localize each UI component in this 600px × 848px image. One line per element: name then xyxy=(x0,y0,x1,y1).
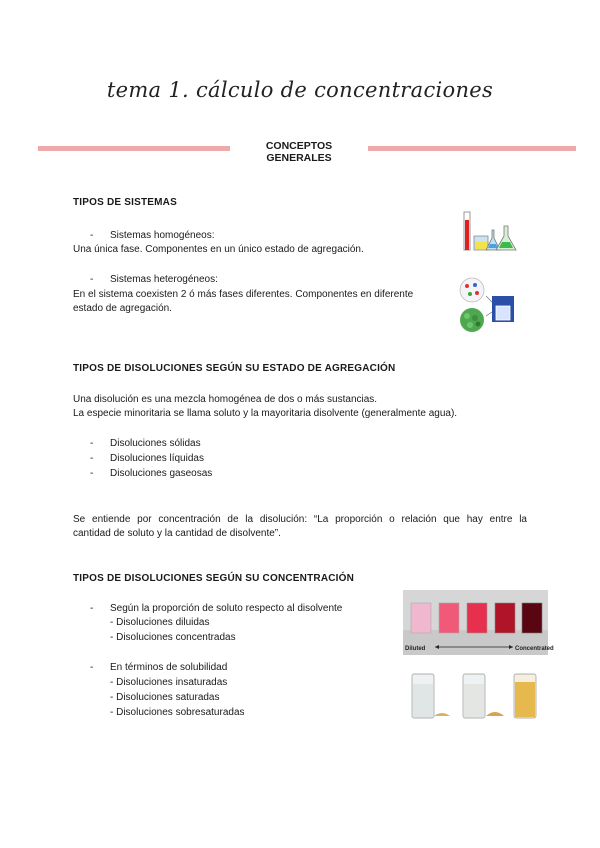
list-item xyxy=(90,452,204,466)
bullet: - xyxy=(90,662,94,673)
homogeneos-label: Sistemas homogéneos: xyxy=(110,230,215,241)
heading-concentracion: TIPOS DE DISOLUCIONES SEGÚN SU CONCENTRACIÓN xyxy=(73,573,355,584)
title-block xyxy=(0,78,600,102)
list-item xyxy=(90,437,201,451)
heterogeneos-text-1: En el sistema coexisten 2 ó más fases diferentes. Componentes en diferente xyxy=(73,289,414,300)
heterogeneos-label: Sistemas heterogéneos: xyxy=(110,274,218,285)
bullet: - xyxy=(90,468,94,479)
list-item xyxy=(90,661,227,675)
list-item xyxy=(90,229,215,243)
list-item xyxy=(90,467,212,481)
bullet: - xyxy=(90,230,94,241)
bullet: - xyxy=(90,438,94,449)
list-item xyxy=(90,602,342,616)
group2-item-sobresaturadas: - Disoluciones sobresaturadas xyxy=(110,707,245,718)
lab-glassware-image xyxy=(458,208,520,254)
diluted-label: Diluted xyxy=(405,646,426,652)
heading-sistemas: TIPOS DE SISTEMAS xyxy=(73,197,177,208)
bullet: - xyxy=(90,453,94,464)
heterogeneous-systems-image xyxy=(456,276,518,338)
group2-item-saturadas: - Disoluciones saturadas xyxy=(110,692,220,703)
homogeneos-text: Una única fase. Componentes en un único estado de agregación. xyxy=(73,244,364,255)
group1-item-concentradas: - Disoluciones concentradas xyxy=(110,632,236,643)
item-gaseosas: Disoluciones gaseosas xyxy=(110,468,213,479)
group2-label: En términos de solubilidad xyxy=(110,662,228,673)
section-banner: CONCEPTOS GENERALES xyxy=(265,140,333,164)
bullet: - xyxy=(90,274,94,285)
saturation-image xyxy=(406,668,546,724)
page-title-text: tema 1. cálculo de concentraciones xyxy=(106,78,494,102)
heterogeneos-text-2: estado de agregación. xyxy=(73,303,172,314)
banner-rule-right xyxy=(368,146,576,151)
group2-item-insaturadas: - Disoluciones insaturadas xyxy=(110,677,228,688)
list-item xyxy=(90,273,218,287)
heading-agregacion: TIPOS DE DISOLUCIONES SEGÚN SU ESTADO DE AGREGACIÓN xyxy=(73,363,396,374)
item-liquidas: Disoluciones líquidas xyxy=(110,453,204,464)
page-title xyxy=(107,78,493,102)
banner-rule-left xyxy=(38,146,230,151)
concentracion-def-2: cantidad de soluto y la cantidad de disolvente”. xyxy=(73,528,281,539)
agregacion-intro-2: La especie minoritaria se llama soluto y la mayoritaria disolvente (generalmente agua). xyxy=(73,408,458,419)
agregacion-intro-1: Una disolución es una mezcla homogénea de dos o más sustancias. xyxy=(73,394,378,405)
group1-label: Según la proporción de soluto respecto al disolvente xyxy=(110,603,343,614)
concentrated-label: Concentrated xyxy=(515,646,554,652)
dilution-gradient-image xyxy=(403,590,554,655)
concentracion-def-1: Se entiende por concentración de la disolución: “La proporción o relación que hay entre la xyxy=(73,514,527,525)
group1-item-diluidas: - Disoluciones diluidas xyxy=(110,617,210,628)
item-solidas: Disoluciones sólidas xyxy=(110,438,201,449)
bullet: - xyxy=(90,603,94,614)
